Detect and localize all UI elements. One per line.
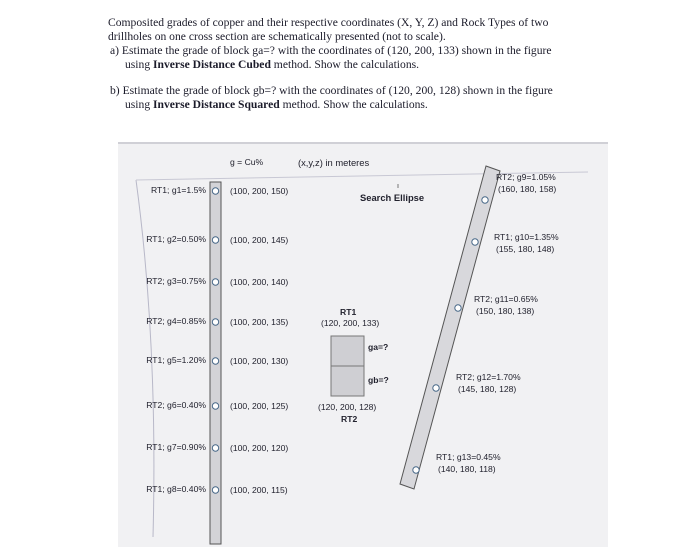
legend-coordinates: (x,y,z) in meteres [298, 157, 370, 168]
left-sample-coord: (100, 200, 150) [230, 186, 289, 196]
left-sample-label: RT1; g8=0.40% [146, 484, 206, 494]
sample-point [455, 305, 461, 311]
question-a-suffix: method. Show the calculations. [270, 58, 420, 71]
right-sample-label: RT2; g9=1.05% [496, 172, 556, 182]
right-sample-label: RT1; g13=0.45% [436, 452, 501, 462]
problem-intro [108, 16, 608, 44]
left-sample-coord: (100, 200, 120) [230, 443, 289, 453]
sample-point [212, 319, 218, 325]
left-sample-coord: (100, 200, 125) [230, 401, 289, 411]
search-ellipse-label: Search Ellipse [360, 192, 425, 203]
left-sample-label: RT1; g1=1.5% [150, 185, 206, 195]
drillhole-figure [118, 142, 608, 547]
question-a-line-2 [110, 58, 590, 72]
right-sample-coord: (150, 180, 138) [476, 306, 535, 316]
block-gb [331, 366, 364, 396]
right-sample-label: RT2; g12=1.70% [456, 372, 521, 382]
left-sample-coord: (100, 200, 145) [230, 235, 289, 245]
sample-point [212, 445, 218, 451]
right-sample-coord: (145, 180, 128) [458, 384, 517, 394]
sample-point [212, 237, 218, 243]
question-b-suffix: method. Show the calculations. [279, 98, 428, 111]
question-a-prefix: using [125, 58, 154, 71]
question-b-prefix: using [125, 98, 154, 111]
block-b-rock: RT2 [341, 414, 358, 424]
sample-point [212, 279, 218, 285]
sample-point [212, 487, 218, 493]
left-sample-coord: (100, 200, 115) [230, 485, 288, 495]
intro-line-1: Composited grades of copper and their respective coordinates (X, Y, Z) and Rock Types of two [108, 16, 549, 29]
sample-point [212, 188, 218, 194]
block-a-label: ga=? [368, 342, 389, 352]
right-sample-coord: (155, 180, 148) [496, 244, 555, 254]
left-sample-label: RT1; g5=1.20% [146, 355, 206, 365]
left-sample-label: RT2; g4=0.85% [146, 316, 206, 326]
sample-point [433, 385, 439, 391]
left-sample-label: RT2; g6=0.40% [146, 400, 206, 410]
question-b-method: Inverse Distance Squared [153, 98, 280, 111]
block-a-rock: RT1 [340, 307, 357, 317]
block-a-coord: (120, 200, 133) [321, 318, 380, 328]
right-sample-coord: (140, 180, 118) [438, 464, 496, 474]
block-b-label: gb=? [368, 375, 389, 385]
block-ga [331, 336, 364, 366]
sample-point [212, 403, 218, 409]
sample-point [413, 467, 419, 473]
right-drillhole [400, 166, 500, 489]
question-a-method: Inverse Distance Cubed [153, 58, 271, 71]
question-b-line-2 [110, 98, 590, 112]
left-sample-coord: (100, 200, 130) [230, 356, 289, 366]
right-sample-label: RT1; g10=1.35% [494, 232, 559, 242]
left-sample-coord: (100, 200, 135) [230, 317, 289, 327]
left-sample-label: RT1; g7=0.90% [146, 442, 206, 452]
sample-point [212, 358, 218, 364]
left-sample-label: RT1; g2=0.50% [146, 234, 206, 244]
sample-point [482, 197, 488, 203]
left-sample-label: RT2; g3=0.75% [146, 276, 206, 286]
question-a [110, 44, 590, 72]
question-a-label: a) [110, 44, 120, 57]
legend-grade: g = Cu% [230, 157, 264, 167]
right-sample-label: RT2; g11=0.65% [474, 294, 538, 304]
block-b-coord: (120, 200, 128) [318, 402, 377, 412]
right-sample-coord: (160, 180, 158) [498, 184, 557, 194]
question-b [110, 84, 590, 112]
intro-line-2: drillholes on one cross section are schematically presented (not to scale). [108, 30, 446, 43]
left-sample-coord: (100, 200, 140) [230, 277, 289, 287]
question-a-line-1: Estimate the grade of block ga=? with the coordinates of (120, 200, 133) shown in the figure [121, 44, 552, 57]
question-b-line-1: Estimate the grade of block gb=? with the coordinates of (120, 200, 128) shown in the figure [122, 84, 553, 97]
sample-point [472, 239, 478, 245]
question-b-label: b) [110, 84, 120, 97]
